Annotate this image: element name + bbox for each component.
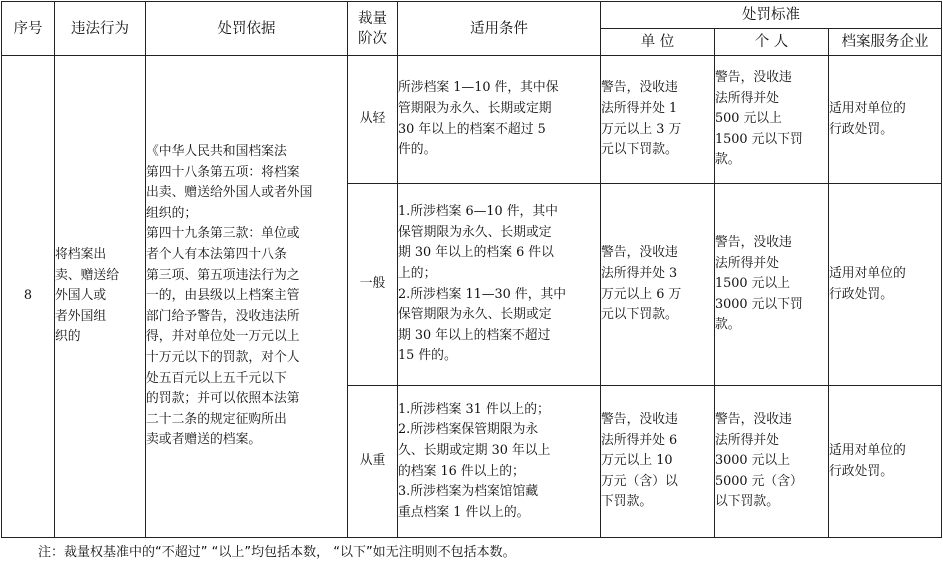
basis-line: 得，并对单位处一万元以上 [146, 329, 300, 345]
unit-line: 万元以上 6 万 [601, 286, 682, 302]
person-heavy [715, 386, 829, 538]
person-line: 警告，没收违 [715, 412, 792, 428]
basis-line: 十万元以下的罚款，对个人 [146, 349, 300, 365]
cond-light [398, 56, 601, 184]
cond-line: 件的。 [398, 142, 437, 158]
unit-line: 下罚款。 [601, 494, 653, 510]
header-seq: 序号 [2, 2, 55, 56]
unit-line: 警告，没收违 [601, 245, 678, 261]
company-light [829, 56, 942, 184]
cond-line: 期 30 年以上的档案不超过 [398, 327, 551, 343]
cond-line: 3.所涉档案为档案馆馆藏 [398, 484, 539, 500]
basis-line: 第四十八条第五项：将档案 [146, 164, 300, 180]
header-person: 个 人 [715, 29, 829, 56]
basis-line: 处五百元以上五千元以下 [146, 370, 287, 386]
person-line: 警告，没收违 [715, 70, 792, 86]
person-line: 法所得并处 [715, 432, 779, 448]
basis-line: 第四十九条第三款：单位或 [146, 226, 300, 242]
cond-line: 重点档案 1 件以上的。 [398, 504, 530, 520]
cond-line: 1.所涉档案 31 件以上的； [398, 401, 550, 417]
penalty-table [1, 1, 942, 538]
header-unit: 单 位 [601, 29, 715, 56]
person-line: 3000 元以下罚 [715, 296, 803, 312]
person-line: 款。 [715, 152, 741, 168]
act-line: 织的 [55, 329, 81, 345]
header-level-line: 阶次 [358, 30, 387, 47]
header-std: 处罚标准 [601, 2, 942, 29]
level-normal: 一般 [348, 184, 398, 386]
company-heavy [829, 386, 942, 538]
cond-line: 久、长期或定期 30 年以上 [398, 442, 551, 458]
cond-line: 的档案 16 件以上的； [398, 463, 525, 479]
act-line: 将档案出 [55, 247, 107, 263]
unit-line: 元以下罚款。 [601, 307, 678, 323]
row-basis [146, 56, 348, 538]
cond-normal [398, 184, 601, 386]
person-line: 500 元以上 [715, 111, 782, 127]
cond-line: 15 件的。 [398, 348, 457, 364]
cond-line: 2.所涉档案保管期限为永 [398, 422, 539, 438]
person-line: 以下罚款。 [715, 494, 779, 510]
header-act: 违法行为 [55, 2, 146, 56]
basis-line: 卖或者赠送的档案。 [146, 432, 262, 448]
unit-line: 万元以上 3 万 [601, 121, 682, 137]
basis-line: 一的，由县级以上档案主管 [146, 288, 300, 304]
cond-line: 1.所涉档案 6—10 件，其中 [398, 204, 558, 220]
basis-line: 部门给予警告，没收违法所 [146, 308, 300, 324]
header-company: 档案服务企业 [829, 29, 942, 56]
cond-line: 保管期限为永久、长期或定 [398, 224, 552, 240]
cond-line: 上的； [398, 265, 437, 281]
company-line: 行政处罚。 [829, 463, 893, 479]
cond-heavy [398, 386, 601, 538]
unit-light [601, 56, 715, 184]
person-line: 1500 元以下罚 [715, 131, 803, 147]
basis-line: 出卖、赠送给外国人或者外国 [146, 185, 313, 201]
header-cond: 适用条件 [398, 2, 601, 56]
header-basis: 处罚依据 [146, 2, 348, 56]
level-heavy: 从重 [348, 386, 398, 538]
act-line: 卖、赠送给 [55, 267, 119, 283]
header-level-line: 裁量 [358, 10, 387, 27]
basis-line: 第三项、第五项违法行为之 [146, 267, 300, 283]
footnote: 注：裁量权基准中的“不超过” “以上”均包括本数， “以下”如无注明则不包括本数。 [38, 545, 516, 560]
person-line: 款。 [715, 317, 741, 333]
basis-line: 组织的； [146, 205, 198, 221]
company-line: 适用对单位的 [829, 265, 906, 281]
basis-line: 的罚款；并可以依照本法第 [146, 391, 300, 407]
unit-line: 警告，没收违 [601, 412, 678, 428]
company-line: 行政处罚。 [829, 121, 893, 137]
unit-line: 法所得并处 6 [601, 432, 678, 448]
person-normal [715, 184, 829, 386]
basis-line: 者个人有本法第四十八条 [146, 247, 287, 263]
unit-line: 法所得并处 1 [601, 100, 678, 116]
person-line: 5000 元（含） [715, 473, 803, 489]
unit-normal [601, 184, 715, 386]
unit-line: 元以下罚款。 [601, 142, 678, 158]
company-normal [829, 184, 942, 386]
person-line: 3000 元以上 [715, 453, 791, 469]
person-light [715, 56, 829, 184]
header-level [348, 2, 398, 56]
basis-line: 二十二条的规定征购所出 [146, 411, 287, 427]
row-act [55, 56, 146, 538]
cond-line: 管期限为永久、长期或定期 [398, 100, 552, 116]
cond-line: 保管期限为永久、长期或定 [398, 307, 552, 323]
cond-line: 2.所涉档案 11—30 件，其中 [398, 286, 567, 302]
company-line: 适用对单位的 [829, 100, 906, 116]
level-light: 从轻 [348, 56, 398, 184]
unit-line: 警告，没收违 [601, 80, 678, 96]
unit-line: 万元（含）以 [601, 473, 678, 489]
act-line: 者外国组 [55, 308, 107, 324]
cond-line: 30 年以上的档案不超过 5 [398, 121, 546, 137]
unit-heavy [601, 386, 715, 538]
cond-line: 期 30 年以上的档案 6 件以 [398, 245, 554, 261]
unit-line: 法所得并处 3 [601, 265, 678, 281]
person-line: 法所得并处 [715, 90, 779, 106]
person-line: 警告，没收违 [715, 235, 792, 251]
basis-line: 《中华人民共和国档案法 [146, 144, 287, 160]
company-line: 行政处罚。 [829, 286, 893, 302]
act-line: 外国人或 [55, 288, 107, 304]
unit-line: 万元以上 10 [601, 453, 673, 469]
row-seq: 8 [2, 56, 55, 538]
person-line: 法所得并处 [715, 255, 779, 271]
person-line: 1500 元以上 [715, 276, 791, 292]
cond-line: 所涉档案 1—10 件，其中保 [398, 80, 559, 96]
company-line: 适用对单位的 [829, 442, 906, 458]
